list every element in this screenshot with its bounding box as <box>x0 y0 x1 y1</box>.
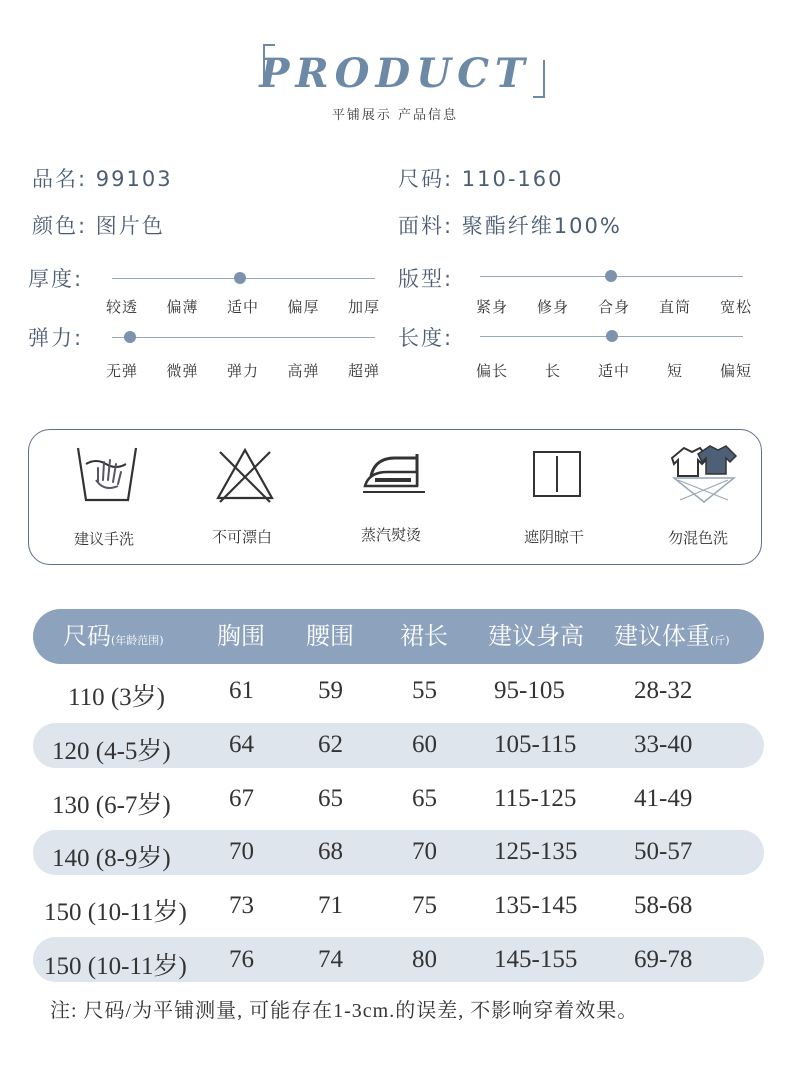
cell-waist: 62 <box>318 731 343 758</box>
cell-weight: 28-32 <box>634 677 693 704</box>
product-color: 颜色: 图片色 <box>32 214 165 238</box>
no-mix-color-icon <box>668 444 738 506</box>
length-label: 长度: <box>398 326 454 350</box>
cell-height: 145-155 <box>494 946 578 973</box>
care-hand-wash <box>39 430 169 564</box>
elasticity-tick: 高弹 <box>287 362 320 380</box>
elasticity-tick: 无弹 <box>106 362 139 380</box>
th-size-note: (年龄范围) <box>111 634 164 647</box>
cell-weight: 50-57 <box>634 838 693 865</box>
length-tick: 短 <box>666 362 683 380</box>
cell-height: 105-115 <box>494 731 577 758</box>
cell-size: 140 (8-9岁) <box>52 845 171 872</box>
cell-weight: 58-68 <box>634 892 693 919</box>
measurement-note: 注: 尺码/为平铺测量, 可能存在1-3cm.的误差, 不影响穿着效果。 <box>50 1000 639 1022</box>
th-weight-text: 建议体重 <box>614 622 710 650</box>
cell-waist: 71 <box>318 892 343 919</box>
thickness-tick: 偏薄 <box>166 298 199 316</box>
care-steam-iron <box>326 430 456 564</box>
no-bleach-icon <box>212 444 278 506</box>
cell-chest: 73 <box>229 892 254 919</box>
steam-iron-icon <box>361 444 427 506</box>
cell-chest: 67 <box>229 785 254 812</box>
cell-height: 115-125 <box>494 785 577 812</box>
thickness-label: 厚度: <box>28 267 84 291</box>
elasticity-label: 弹力: <box>28 326 84 350</box>
cell-skirt-length: 80 <box>412 946 437 973</box>
th-size-text: 尺码 <box>63 622 111 650</box>
thickness-tick: 适中 <box>226 298 259 316</box>
thickness-indicator <box>234 272 246 284</box>
title-bracket-right <box>533 60 545 98</box>
length-tick: 长 <box>544 362 561 380</box>
care-dry-shade <box>489 430 619 564</box>
fit-label: 版型: <box>398 267 454 291</box>
fit-tick: 紧身 <box>476 298 509 316</box>
care-panel <box>28 429 762 565</box>
th-size <box>63 609 164 664</box>
care-dry-shade-label: 遮阴晾干 <box>523 528 584 546</box>
length-tick: 偏短 <box>719 362 752 380</box>
thickness-ticks <box>106 296 380 317</box>
care-steam-iron-label: 蒸汽熨烫 <box>360 526 421 544</box>
care-no-mix-color-label: 勿混色洗 <box>667 529 728 547</box>
cell-waist: 59 <box>318 677 343 704</box>
th-waist: 腰围 <box>306 622 354 650</box>
th-weight <box>614 609 730 664</box>
thickness-tick: 加厚 <box>347 298 380 316</box>
cell-weight: 33-40 <box>634 731 693 758</box>
elasticity-indicator <box>124 331 136 343</box>
cell-chest: 70 <box>229 838 254 865</box>
cell-skirt-length: 70 <box>412 838 437 865</box>
fit-indicator <box>605 270 617 282</box>
product-fabric: 面料: 聚酯纤维100% <box>398 214 622 238</box>
length-tick: 适中 <box>597 362 630 380</box>
elasticity-track <box>112 337 375 338</box>
hand-wash-icon <box>74 444 140 506</box>
cell-height: 135-145 <box>494 892 578 919</box>
length-tick: 偏长 <box>476 362 509 380</box>
cell-waist: 65 <box>318 785 343 812</box>
cell-weight: 41-49 <box>634 785 693 812</box>
cell-skirt-length: 60 <box>412 731 437 758</box>
cell-waist: 68 <box>318 838 343 865</box>
fit-tick: 宽松 <box>719 298 752 316</box>
fit-tick: 直筒 <box>658 298 691 316</box>
cell-height: 95-105 <box>494 677 565 704</box>
product-size-range: 尺码: 110-160 <box>398 167 564 191</box>
thickness-tick: 较透 <box>106 298 139 316</box>
cell-skirt-length: 75 <box>412 892 437 919</box>
th-weight-note: (斤) <box>710 634 730 647</box>
cell-size: 110 (3岁) <box>68 684 165 711</box>
product-name: 品名: 99103 <box>32 167 173 191</box>
thickness-tick: 偏厚 <box>287 298 320 316</box>
cell-skirt-length: 65 <box>412 785 437 812</box>
cell-chest: 64 <box>229 731 254 758</box>
th-skirt-length: 裙长 <box>400 622 448 650</box>
care-hand-wash-label: 建议手洗 <box>73 530 134 548</box>
fit-tick: 修身 <box>536 298 569 316</box>
page-subtitle: 平铺展示 产品信息 <box>331 108 459 123</box>
th-height: 建议身高 <box>488 622 584 650</box>
length-indicator <box>606 330 618 342</box>
care-no-mix-color <box>633 430 763 564</box>
fit-ticks <box>476 296 752 317</box>
cell-size: 150 (10-11岁) <box>44 899 187 926</box>
care-no-bleach <box>177 430 307 564</box>
cell-chest: 61 <box>229 677 254 704</box>
elasticity-tick: 超弹 <box>347 362 380 380</box>
cell-size: 130 (6-7岁) <box>52 792 171 819</box>
elasticity-ticks <box>106 360 380 381</box>
cell-skirt-length: 55 <box>412 677 437 704</box>
cell-size: 120 (4-5岁) <box>52 738 171 765</box>
th-chest: 胸围 <box>217 622 265 650</box>
care-no-bleach-label: 不可漂白 <box>211 528 272 546</box>
cell-weight: 69-78 <box>634 946 693 973</box>
page-title: PRODUCT <box>259 50 531 97</box>
cell-waist: 74 <box>318 946 343 973</box>
dry-in-shade-icon <box>524 444 590 506</box>
elasticity-tick: 弹力 <box>226 362 259 380</box>
cell-size: 150 (10-11岁) <box>44 953 187 980</box>
fit-tick: 合身 <box>597 298 630 316</box>
cell-height: 125-135 <box>494 838 578 865</box>
length-ticks <box>476 360 752 381</box>
elasticity-tick: 微弹 <box>166 362 199 380</box>
cell-chest: 76 <box>229 946 254 973</box>
